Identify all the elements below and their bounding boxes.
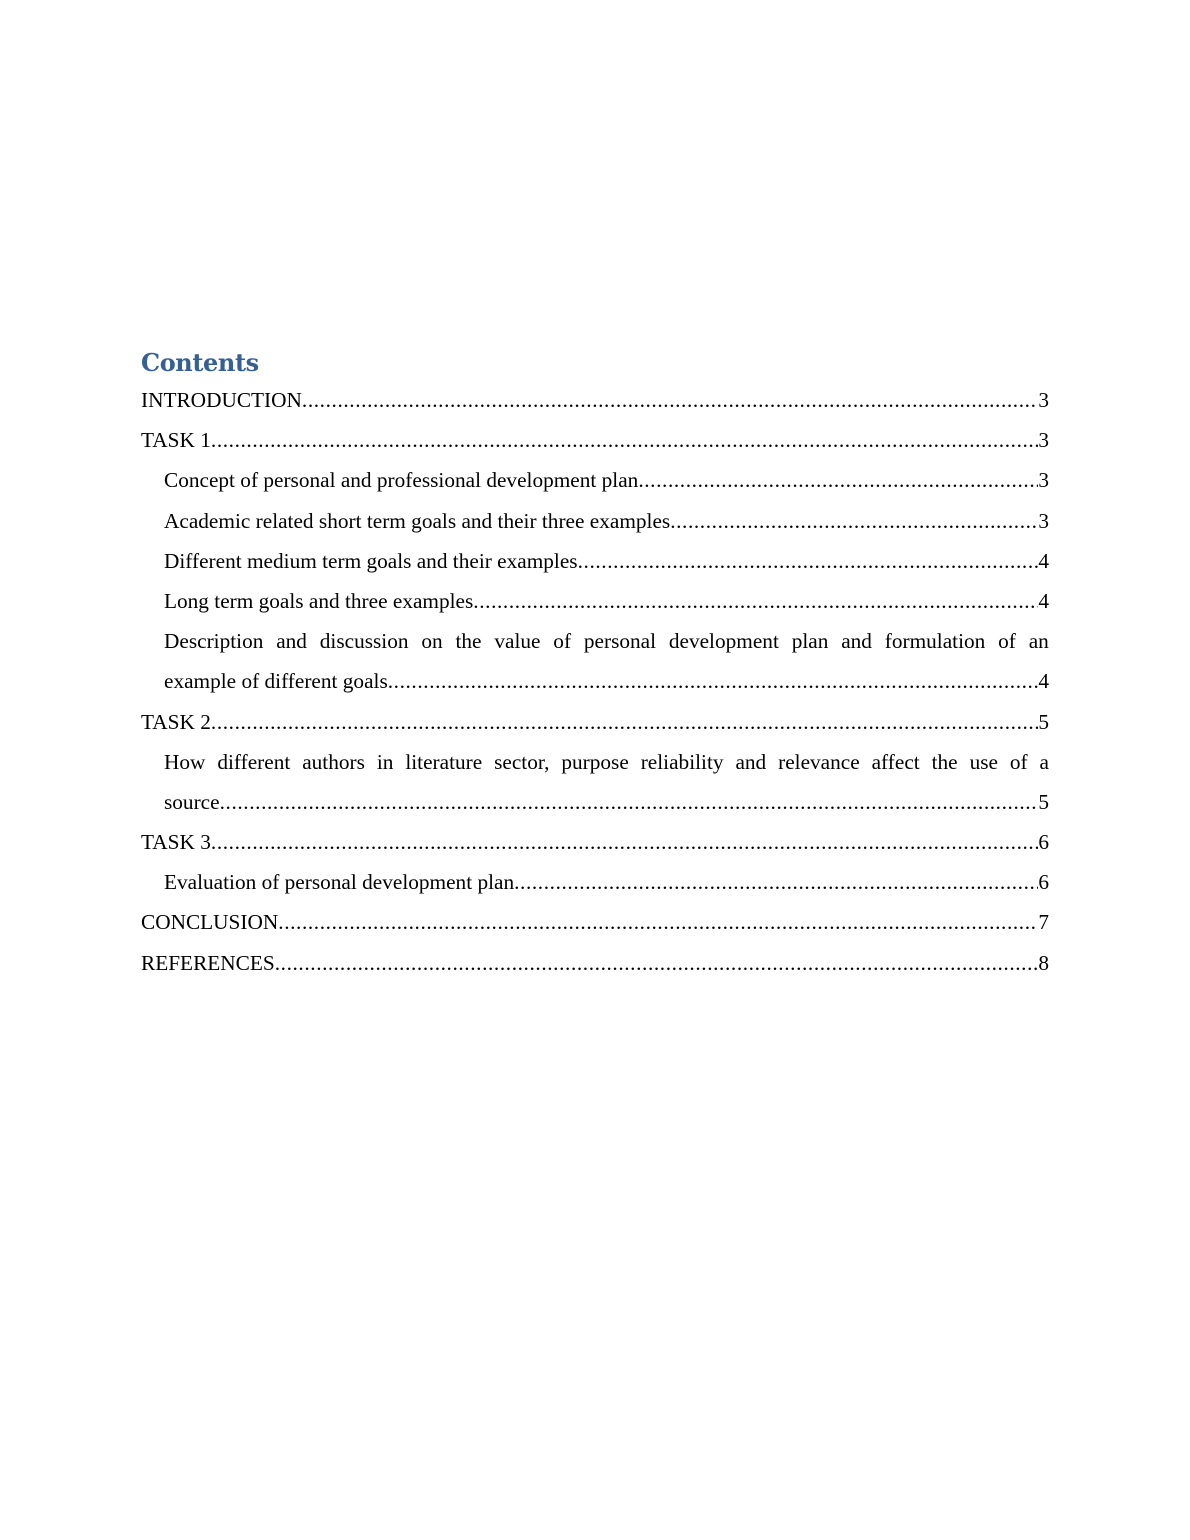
toc-word: purpose bbox=[561, 749, 629, 774]
toc-entry-title-line2: source bbox=[164, 789, 220, 814]
toc-word: plan bbox=[791, 629, 829, 654]
toc-list bbox=[141, 380, 1049, 983]
toc-word: authors bbox=[302, 749, 365, 774]
toc-entry-page: 6 bbox=[1038, 870, 1049, 895]
toc-word: value bbox=[494, 629, 541, 654]
toc-heading: Contents bbox=[141, 348, 259, 377]
toc-entry-evaluation-of-pdp[interactable] bbox=[141, 862, 1049, 902]
toc-entry-title: TASK 2 bbox=[141, 709, 211, 734]
toc-word: use bbox=[969, 749, 998, 774]
toc-word: and bbox=[841, 629, 872, 654]
toc-entry-title: INTRODUCTION bbox=[141, 388, 302, 412]
toc-word: Description bbox=[164, 629, 264, 654]
toc-entry-page: 7 bbox=[1038, 910, 1049, 935]
toc-entry-page: 4 bbox=[1038, 669, 1049, 694]
toc-word: a bbox=[1039, 749, 1049, 774]
toc-word: reliability bbox=[640, 749, 724, 774]
toc-word: How bbox=[164, 749, 206, 774]
toc-entry-page: 3 bbox=[1038, 468, 1049, 493]
toc-entry-title: TASK 1 bbox=[141, 428, 211, 453]
toc-entry-medium-term-goals[interactable] bbox=[141, 541, 1049, 581]
toc-entry-title: TASK 3 bbox=[141, 830, 211, 855]
toc-entry-page: 4 bbox=[1038, 588, 1049, 613]
toc-word: personal bbox=[583, 629, 657, 654]
toc-word: development bbox=[668, 629, 779, 654]
dot-leader bbox=[211, 702, 1038, 742]
toc-entry-title: Evaluation of personal development plan bbox=[164, 870, 515, 895]
toc-entry-introduction[interactable] bbox=[141, 380, 1049, 420]
toc-entry-page: 3 bbox=[1038, 508, 1049, 533]
dot-leader bbox=[473, 581, 1038, 621]
toc-entry-title-line1 bbox=[164, 621, 1049, 661]
toc-entry-title: Different medium term goals and their examples bbox=[164, 548, 578, 573]
dot-leader bbox=[514, 862, 1038, 902]
toc-entry-title: REFERENCES bbox=[141, 950, 275, 975]
toc-entry-description-and-discussion[interactable] bbox=[141, 621, 1049, 701]
toc-word: and bbox=[735, 749, 767, 774]
toc-entry-conclusion[interactable] bbox=[141, 902, 1049, 942]
toc-word: discussion bbox=[319, 629, 409, 654]
toc-entry-references[interactable] bbox=[141, 943, 1049, 983]
dot-leader bbox=[220, 782, 1039, 822]
toc-word: an bbox=[1028, 629, 1049, 654]
toc-entry-title-line2: example of different goals bbox=[164, 669, 388, 694]
dot-leader bbox=[275, 943, 1039, 983]
toc-word: affect bbox=[871, 749, 920, 774]
toc-word: the bbox=[931, 749, 958, 774]
toc-word: sector, bbox=[494, 749, 550, 774]
toc-word: and bbox=[276, 629, 307, 654]
toc-word: literature bbox=[405, 749, 483, 774]
dot-leader bbox=[211, 420, 1038, 460]
toc-word: on bbox=[421, 629, 443, 654]
toc-entry-title: CONCLUSION bbox=[141, 910, 279, 935]
toc-word: in bbox=[376, 749, 394, 774]
toc-entry-task-3[interactable] bbox=[141, 822, 1049, 862]
toc-entry-task-1[interactable] bbox=[141, 420, 1049, 460]
toc-word: the bbox=[455, 629, 482, 654]
toc-entry-task-2[interactable] bbox=[141, 702, 1049, 742]
dot-leader bbox=[211, 822, 1038, 862]
dot-leader bbox=[670, 501, 1038, 541]
toc-entry-page: 3 bbox=[1038, 388, 1049, 412]
toc-entry-title: Long term goals and three examples bbox=[164, 588, 474, 613]
toc-word: of bbox=[998, 629, 1016, 654]
toc-entry-short-term-goals[interactable] bbox=[141, 501, 1049, 541]
toc-entry-page: 5 bbox=[1038, 789, 1049, 814]
toc-word: relevance bbox=[778, 749, 860, 774]
dot-leader bbox=[278, 902, 1038, 942]
dot-leader bbox=[388, 661, 1039, 701]
toc-entry-long-term-goals[interactable] bbox=[141, 581, 1049, 621]
toc-entry-page: 6 bbox=[1038, 830, 1049, 855]
dot-leader bbox=[302, 380, 1038, 420]
toc-entry-different-authors[interactable] bbox=[141, 742, 1049, 822]
toc-entry-title-line1 bbox=[164, 742, 1049, 782]
toc-word: of bbox=[1009, 749, 1028, 774]
toc-entry-page: 5 bbox=[1038, 709, 1049, 734]
toc-entry-title: Concept of personal and professional development plan bbox=[164, 468, 639, 493]
dot-leader bbox=[638, 460, 1038, 500]
toc-entry-page: 3 bbox=[1038, 428, 1049, 453]
dot-leader bbox=[578, 541, 1039, 581]
toc-word: of bbox=[553, 629, 572, 654]
toc-word: different bbox=[217, 749, 291, 774]
toc-entry-concept-of-pdp[interactable] bbox=[141, 460, 1049, 500]
toc-entry-title: Academic related short term goals and their three examples bbox=[164, 508, 671, 533]
toc-entry-page: 4 bbox=[1038, 548, 1049, 573]
toc-word: formulation bbox=[884, 629, 986, 654]
toc-entry-page: 8 bbox=[1038, 950, 1049, 975]
table-of-contents bbox=[141, 346, 1049, 983]
